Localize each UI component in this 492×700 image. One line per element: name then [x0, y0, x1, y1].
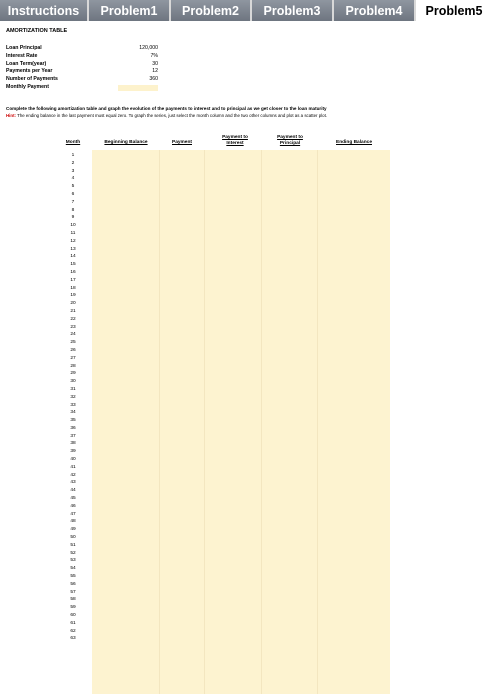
month-cell: 60	[70, 613, 76, 619]
sheet-tabs	[0, 0, 492, 21]
month-cell: 29	[70, 371, 76, 377]
param-row-loan-principal	[6, 45, 166, 53]
tab-instructions[interactable]: Instructions	[0, 0, 89, 21]
payment-column[interactable]	[160, 150, 205, 694]
header-ending-balance: Ending Balance	[336, 140, 372, 145]
month-cell: 36	[70, 425, 76, 431]
month-cell: 48	[70, 519, 76, 525]
payment-to-interest-column[interactable]	[205, 150, 262, 694]
month-cell: 55	[70, 574, 76, 580]
month-cell: 49	[70, 527, 76, 533]
param-value-cell[interactable]: 30	[152, 60, 158, 67]
monthly-payment-input-cell[interactable]	[118, 85, 158, 92]
param-label: Payments per Year	[6, 68, 53, 75]
month-cell: 9	[71, 215, 75, 221]
month-cell: 40	[70, 457, 76, 463]
month-cell: 22	[70, 316, 76, 322]
param-label: Interest Rate	[6, 52, 38, 59]
param-row-loan-term	[6, 61, 166, 69]
param-value-cell[interactable]: 360	[149, 76, 158, 83]
month-cell: 18	[70, 285, 76, 291]
month-cell: 35	[70, 418, 76, 424]
payment-to-principal-column[interactable]	[262, 150, 318, 694]
header-line: Payment to	[222, 135, 248, 140]
header-payment-to-interest	[205, 135, 265, 146]
month-cell: 28	[70, 363, 76, 369]
header-month: Month	[65, 140, 81, 145]
beginning-balance-column[interactable]	[92, 150, 160, 694]
month-cell: 19	[70, 293, 76, 299]
month-cell: 33	[70, 402, 76, 408]
month-cell: 44	[70, 488, 76, 494]
month-cell: 38	[70, 441, 76, 447]
month-cell: 52	[70, 550, 76, 556]
month-cell: 12	[70, 238, 76, 244]
month-cell: 5	[71, 184, 75, 190]
hint-text	[6, 113, 327, 118]
loan-parameters	[6, 45, 166, 92]
header-line: Payment to	[277, 135, 303, 140]
header-beginning-balance: Beginning Balance	[104, 140, 148, 145]
month-cell: 14	[70, 254, 76, 260]
month-cell: 47	[70, 511, 76, 517]
month-cell: 10	[70, 223, 76, 229]
month-cell: 17	[70, 277, 76, 283]
month-cell: 34	[70, 410, 76, 416]
header-line: Principal	[279, 140, 301, 146]
month-cell: 54	[70, 566, 76, 572]
param-row-payments-per-year	[6, 68, 166, 76]
tab-problem3[interactable]: Problem3	[252, 0, 334, 21]
month-cell: 3	[71, 168, 75, 174]
month-cell: 2	[71, 160, 75, 166]
month-cell: 15	[70, 262, 76, 268]
month-cell: 51	[70, 542, 76, 548]
param-label: Loan Principal	[6, 45, 42, 51]
month-cell: 27	[70, 355, 76, 361]
month-cell: 50	[70, 535, 76, 541]
month-cell: 8	[71, 207, 75, 213]
ending-balance-column[interactable]	[318, 150, 390, 694]
month-cell: 26	[70, 347, 76, 353]
month-cell: 4	[71, 176, 75, 182]
tab-problem2[interactable]: Problem2	[171, 0, 252, 21]
header-payment-to-principal	[262, 135, 318, 146]
tab-problem5[interactable]: Problem5	[416, 0, 492, 21]
table-header-row	[0, 134, 492, 150]
month-cell: 25	[70, 340, 76, 346]
month-cell: 32	[70, 394, 76, 400]
param-label: Number of Payments	[6, 76, 58, 83]
month-cell: 42	[70, 472, 76, 478]
month-cell: 61	[70, 620, 76, 626]
month-cell: 45	[70, 496, 76, 502]
month-cell: 46	[70, 503, 76, 509]
month-cell: 1	[71, 153, 75, 158]
hint-label: Hint:	[6, 113, 16, 118]
month-cell: 59	[70, 605, 76, 611]
month-cell: 6	[71, 191, 75, 197]
month-cell: 63	[70, 636, 76, 642]
month-cell: 16	[70, 269, 76, 275]
month-cell: 41	[70, 464, 76, 470]
month-cell: 23	[70, 324, 76, 330]
month-cell: 56	[70, 581, 76, 587]
month-cell: 30	[70, 379, 76, 385]
param-row-interest-rate	[6, 53, 166, 61]
param-label: Monthly Payment	[6, 83, 49, 90]
month-cell: 21	[70, 308, 76, 314]
param-value-cell[interactable]: 120,000	[139, 45, 158, 51]
month-column	[60, 152, 86, 643]
month-cell: 62	[70, 628, 76, 634]
tab-problem4[interactable]: Problem4	[334, 0, 416, 21]
param-row-monthly-payment	[6, 84, 166, 92]
param-value-cell[interactable]: 12	[152, 68, 158, 75]
param-value-cell[interactable]: 7%	[150, 52, 158, 59]
param-label: Loan Term(year)	[6, 60, 47, 67]
param-row-number-of-payments	[6, 76, 166, 84]
month-cell: 20	[70, 301, 76, 307]
header-line: Interest	[226, 140, 244, 146]
month-cell: 11	[70, 230, 76, 236]
month-cell: 58	[70, 597, 76, 603]
sheet-title: AMORTIZATION TABLE	[6, 28, 68, 34]
tab-problem1[interactable]: Problem1	[89, 0, 171, 21]
month-cell: 53	[70, 558, 76, 564]
header-payment: Payment	[172, 140, 192, 145]
instruction-text: Complete the following amortization table and graph the evolution of the payments to interest and to principal as we get closer to the loan maturity	[6, 106, 327, 111]
month-cell: 37	[70, 433, 76, 439]
hint-body: The ending balance in the last payment must equal zero. To graph the series, just select the month column and the two other columns and plot as a scatter plot.	[17, 113, 328, 118]
month-cell: 43	[70, 480, 76, 486]
month-cell: 7	[71, 199, 75, 205]
month-cell: 31	[70, 386, 76, 392]
month-cell: 24	[70, 332, 76, 338]
month-cell: 57	[70, 589, 76, 595]
amortization-input-area[interactable]	[92, 150, 390, 694]
month-cell: 39	[70, 449, 76, 455]
month-cell: 13	[70, 246, 76, 252]
